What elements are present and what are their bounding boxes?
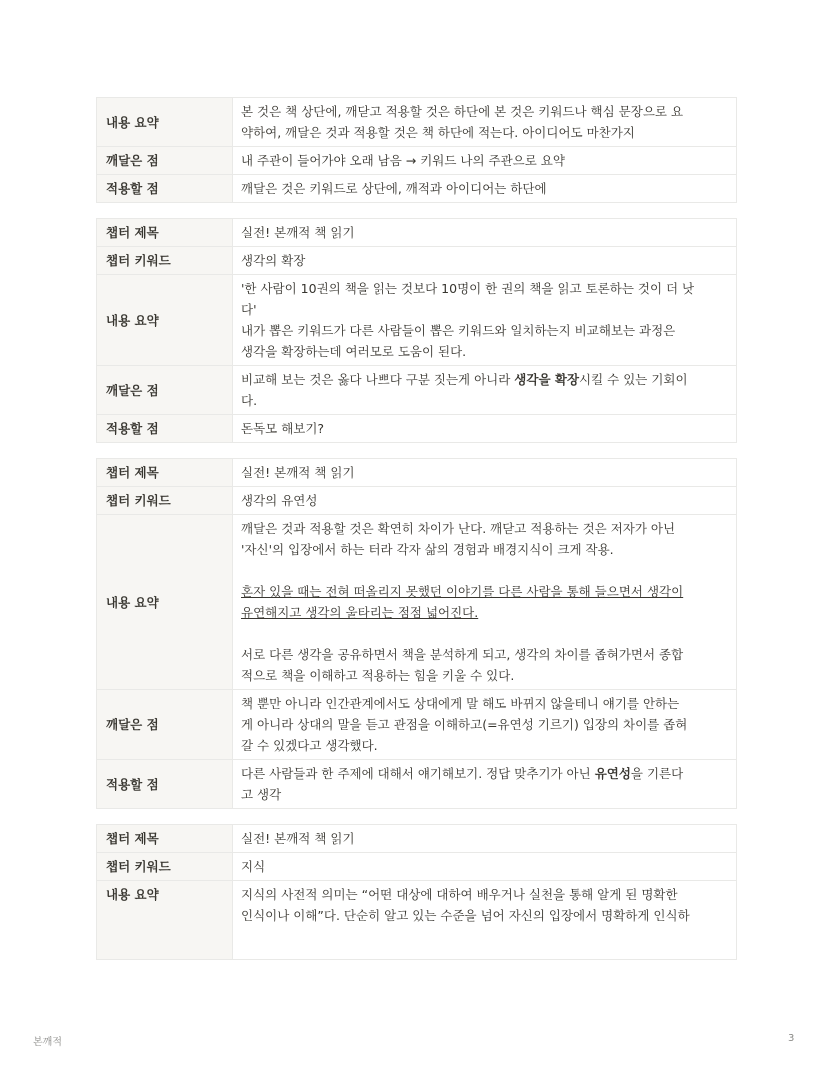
text-line: 인식이나 이해”다. 단순히 알고 있는 수준을 넘어 자신의 입장에서 명확하게 인식하 xyxy=(241,908,690,923)
table-row xyxy=(97,487,737,515)
table-row xyxy=(97,415,737,443)
text-line: 내가 뽑은 키워드가 다른 사람들이 뽑은 키워드와 일치하는지 비교해보는 과정은 xyxy=(241,323,676,338)
text-line: 갈 수 있겠다고 생각했다. xyxy=(241,738,378,753)
text-line xyxy=(241,602,728,623)
row-label: 내용 요약 xyxy=(97,515,233,690)
row-label: 깨달은 점 xyxy=(97,690,233,760)
text-line: '한 사람이 10권의 책을 읽는 것보다 10명이 한 권의 책을 읽고 토론하는 것이 더 낫 xyxy=(241,281,695,296)
row-label: 적용할 점 xyxy=(97,760,233,809)
row-label: 적용할 점 xyxy=(97,175,233,203)
text-span: 다른 사람들과 한 주제에 대해서 얘기해보기. 정답 맞추기가 아닌 xyxy=(241,766,595,781)
chapter-title: 실전! 본깨적 책 읽기 xyxy=(233,219,737,247)
row-value xyxy=(233,881,737,960)
row-label: 챕터 키워드 xyxy=(97,487,233,515)
table-row xyxy=(97,147,737,175)
text-line: 게 아니라 상대의 말을 듣고 관점을 이해하고(=유연성 기르기) 입장의 차이를 좁혀 xyxy=(241,717,688,732)
row-label: 챕터 키워드 xyxy=(97,853,233,881)
table-row xyxy=(97,247,737,275)
table-row xyxy=(97,825,737,853)
row-value: 돈독모 해보기? xyxy=(233,415,737,443)
paragraph-gap xyxy=(241,623,728,644)
row-label: 챕터 제목 xyxy=(97,219,233,247)
chapter-keyword: 생각의 유연성 xyxy=(233,487,737,515)
table-row xyxy=(97,275,737,366)
table-row xyxy=(97,175,737,203)
chapter-title: 실전! 본깨적 책 읽기 xyxy=(233,825,737,853)
text-span: 시킬 수 있는 기회이 xyxy=(579,372,688,387)
text-span: 을 기른다 xyxy=(630,766,684,781)
row-value xyxy=(233,760,737,809)
row-label: 챕터 키워드 xyxy=(97,247,233,275)
table-row xyxy=(97,690,737,760)
row-value: 깨달은 것은 키워드로 상단에, 깨적과 아이디어는 하단에 xyxy=(233,175,737,203)
text-line: 다' xyxy=(241,302,257,317)
summary-table-4 xyxy=(96,824,737,960)
text-line: 서로 다른 생각을 공유하면서 책을 분석하게 되고, 생각의 차이를 좁혀가면서 종합 xyxy=(241,647,684,662)
table-row xyxy=(97,219,737,247)
row-label: 적용할 점 xyxy=(97,415,233,443)
table-row xyxy=(97,881,737,960)
table-row xyxy=(97,366,737,415)
footer-document-title: 본깨적 xyxy=(33,1037,62,1048)
bold-text: 생각을 확장 xyxy=(514,372,580,387)
row-value: 내 주관이 들어가야 오래 남음 → 키워드 나의 주관으로 요약 xyxy=(233,147,737,175)
row-label: 깨달은 점 xyxy=(97,366,233,415)
text-line: 지식의 사전적 의미는 “어떤 대상에 대하여 배우거나 실천을 통해 알게 된 명확한 xyxy=(241,887,678,902)
text-line: 다. xyxy=(241,393,258,408)
row-value xyxy=(233,366,737,415)
row-label: 내용 요약 xyxy=(97,98,233,147)
footer-page-number: 3 xyxy=(788,1033,795,1044)
row-value xyxy=(233,98,737,147)
bold-text: 유연성 xyxy=(594,766,631,781)
text-line: 적으로 책을 이해하고 적용하는 힘을 키울 수 있다. xyxy=(241,668,515,683)
row-label: 챕터 제목 xyxy=(97,825,233,853)
paragraph-gap xyxy=(241,560,728,581)
text-line: 본 것은 책 상단에, 깨닫고 적용할 것은 하단에 본 것은 키워드나 핵심 문장으로 요 xyxy=(241,104,684,119)
row-value xyxy=(233,515,737,690)
text-line: 깨달은 것과 적용할 것은 확연히 차이가 난다. 깨닫고 적용하는 것은 저자가 아닌 xyxy=(241,521,676,536)
text-line: 약하여, 깨달은 것과 적용할 것은 책 하단에 적는다. 아이디어도 마찬가지 xyxy=(241,125,635,140)
row-label: 챕터 제목 xyxy=(97,459,233,487)
table-row xyxy=(97,515,737,690)
chapter-title: 실전! 본깨적 책 읽기 xyxy=(233,459,737,487)
summary-table-3 xyxy=(96,458,737,809)
underlined-text: 유연해지고 생각의 울타리는 점점 넓어진다. xyxy=(241,605,479,620)
text-span: 비교해 보는 것은 옳다 나쁘다 구분 짓는게 아니라 xyxy=(241,372,515,387)
text-line: 생각을 확장하는데 여러모로 도움이 된다. xyxy=(241,344,467,359)
table-row xyxy=(97,760,737,809)
table-row xyxy=(97,98,737,147)
text-line: 책 뿐만 아니라 인간관계에서도 상대에게 말 해도 바뀌지 않을테니 얘기를 안하는 xyxy=(241,696,680,711)
row-label: 내용 요약 xyxy=(97,275,233,366)
text-line xyxy=(241,369,728,390)
chapter-keyword: 지식 xyxy=(233,853,737,881)
text-line: '자신'의 입장에서 하는 터라 각자 삶의 경험과 배경지식이 크게 작용. xyxy=(241,542,614,557)
row-value xyxy=(233,275,737,366)
summary-table-1 xyxy=(96,97,737,203)
row-label: 깨달은 점 xyxy=(97,147,233,175)
table-row xyxy=(97,459,737,487)
summary-table-2 xyxy=(96,218,737,443)
chapter-keyword: 생각의 확장 xyxy=(233,247,737,275)
text-line xyxy=(241,763,728,784)
document-page xyxy=(96,97,736,975)
row-value xyxy=(233,690,737,760)
text-line: 고 생각 xyxy=(241,787,282,802)
row-label: 내용 요약 xyxy=(97,881,233,960)
underlined-line: 혼자 있을 때는 전혀 떠올리지 못했던 이야기를 다른 사람을 통해 들으면서 생각이 xyxy=(241,584,684,599)
table-row xyxy=(97,853,737,881)
